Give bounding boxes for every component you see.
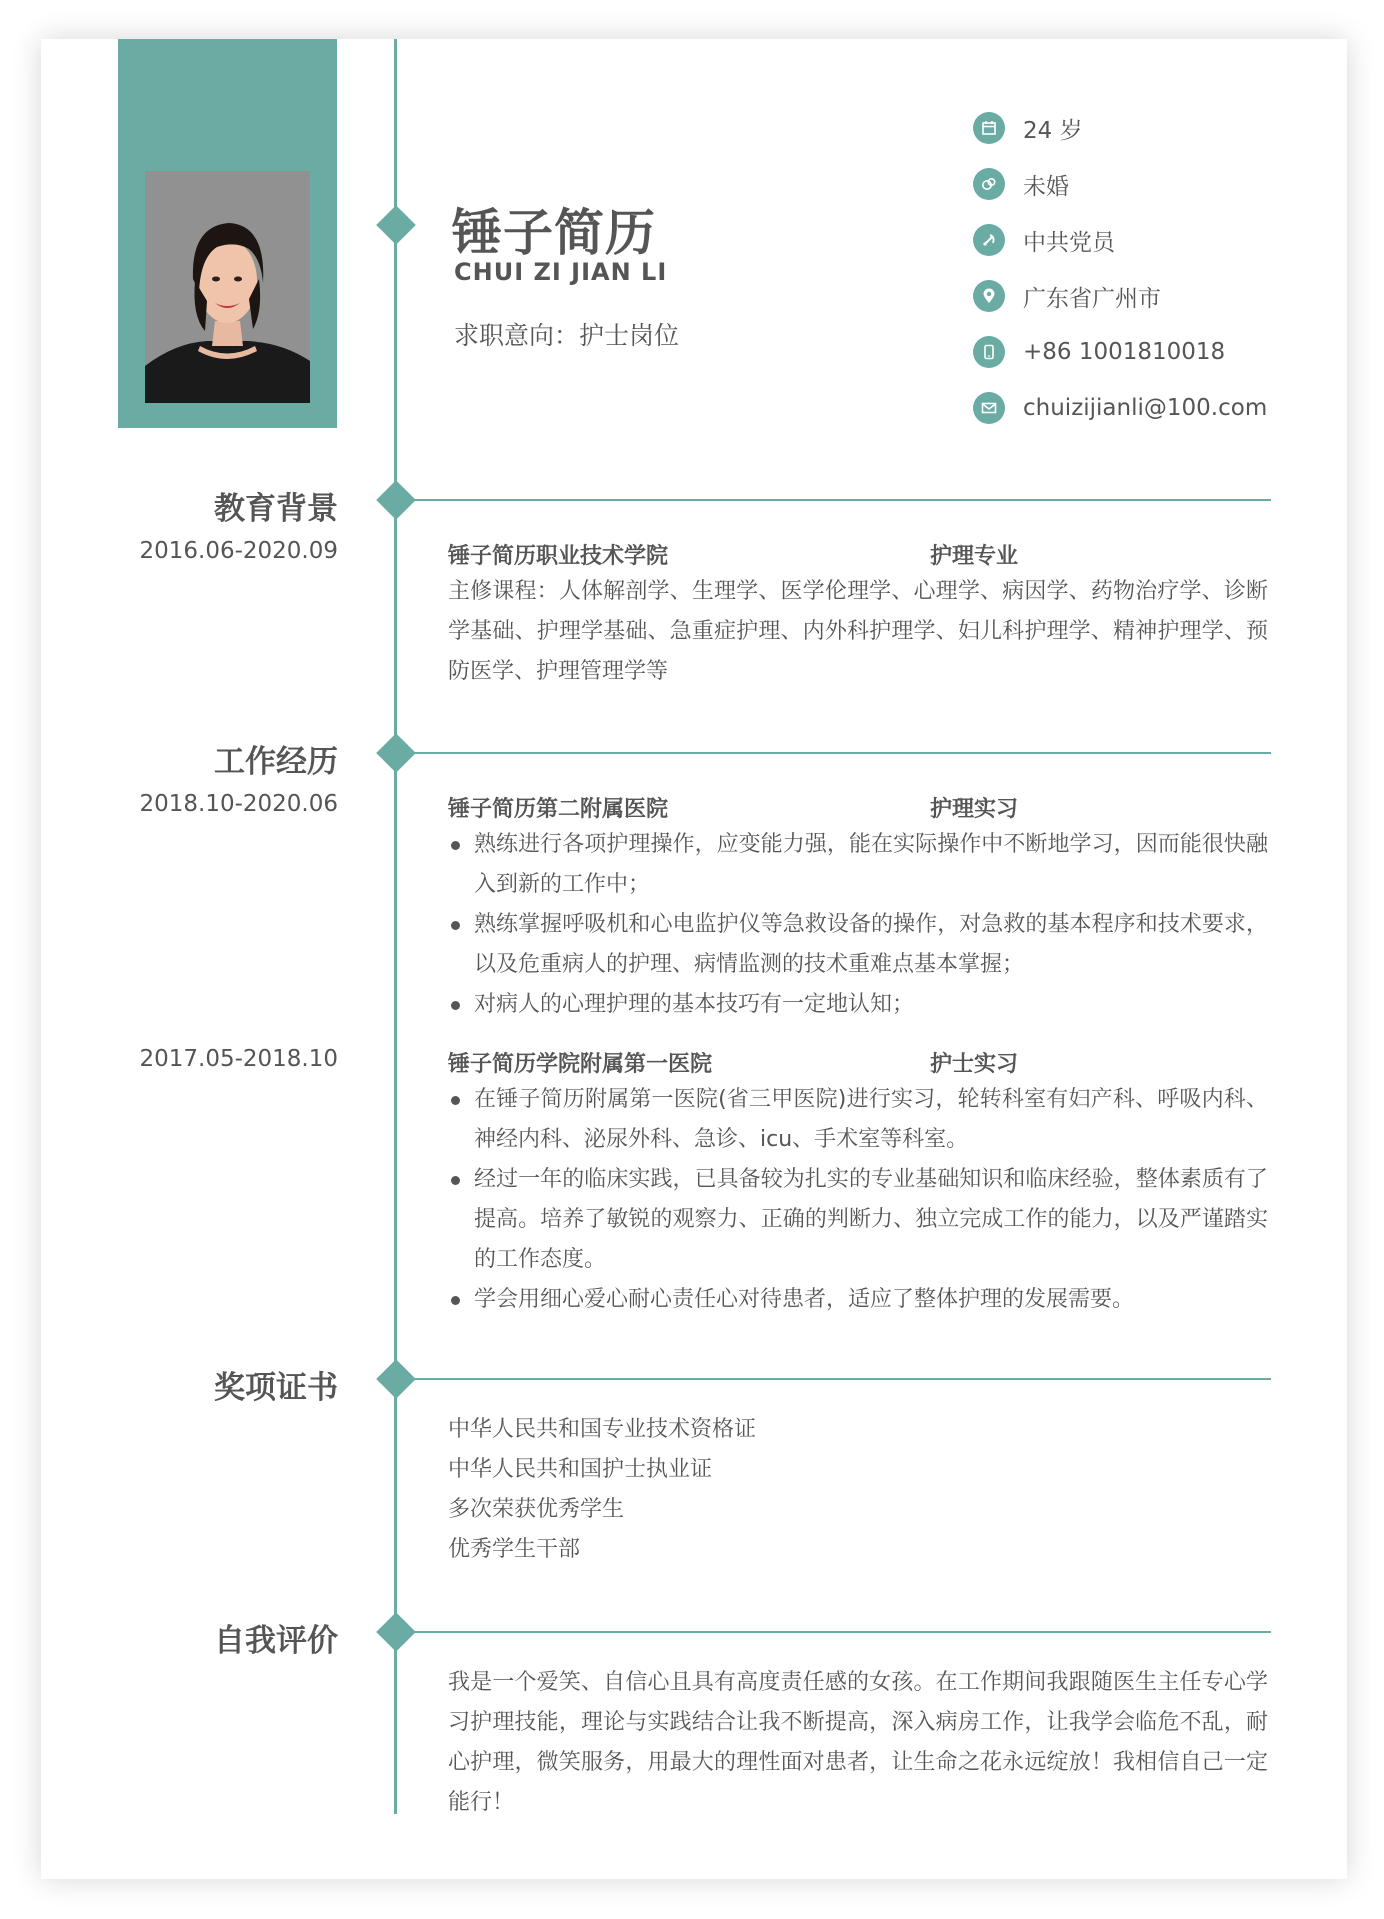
education-major: 护理专业 (930, 544, 1019, 569)
info-marital-text: 未婚 (1023, 173, 1069, 200)
list-item: 在锤子简历附属第一医院(省三甲医院)进行实习，轮转科室有妇产科、呼吸内科、神经内科、泌尿外科、急诊、icu、手术室等科室。 (448, 1080, 1268, 1160)
resume-title: 锤子简历 (452, 204, 656, 262)
calendar-icon (973, 112, 1005, 144)
email-icon (973, 392, 1005, 424)
location-pin-icon (973, 280, 1005, 312)
info-political-text: 中共党员 (1023, 229, 1115, 256)
phone-icon (973, 336, 1005, 368)
awards-title: 奖项证书 (214, 1370, 338, 1406)
job-1-bullets (448, 825, 1268, 1025)
job-1-date: 2018.10-2020.06 (139, 791, 338, 817)
education-school: 锤子简历职业技术学院 (448, 544, 669, 569)
info-political (973, 220, 1115, 260)
work-title: 工作经历 (214, 744, 338, 780)
self-eval-text: 我是一个爱笑、自信心且具有高度责任感的女孩。在工作期间我跟随医生主任专心学习护理技能，理论与实践结合让我不断提高，深入病房工作，让我学会临危不乱，耐心护理，微笑服务，用最大的理性面对患者，让生命之花永远绽放！我相信自己一定能行！ (448, 1670, 1268, 1815)
job-2-date: 2017.05-2018.10 (139, 1046, 338, 1072)
timeline-line (394, 39, 397, 1814)
resume-pinyin: CHUI ZI JIAN LI (454, 258, 668, 286)
info-phone-text: +86 1001810018 (1023, 339, 1226, 365)
education-courses: 主修课程：人体解剖学、生理学、医学伦理学、心理学、病因学、药物治疗学、诊断学基础、护理学基础、急重症护理、内外科护理学、妇儿科护理学、精神护理学、预防医学、护理管理学等 (448, 579, 1268, 684)
info-phone (973, 332, 1225, 372)
profile-photo (145, 171, 310, 403)
list-item: 熟练掌握呼吸机和心电监护仪等急救设备的操作，对急救的基本程序和技术要求，以及危重病人的护理、病情监测的技术重难点基本掌握； (448, 905, 1268, 985)
award-item: 中华人民共和国专业技术资格证 (448, 1417, 757, 1442)
self-eval-divider (396, 1631, 1271, 1633)
info-location-text: 广东省广州市 (1023, 285, 1161, 312)
award-item: 优秀学生干部 (448, 1537, 581, 1562)
info-email-text: chuizijianli@100.com (1023, 395, 1268, 421)
job-1-role: 护理实习 (930, 797, 1019, 822)
party-member-icon (973, 224, 1005, 256)
award-item: 中华人民共和国护士执业证 (448, 1457, 713, 1482)
job-1-org: 锤子简历第二附属医院 (448, 797, 669, 822)
list-item: 学会用细心爱心耐心责任心对待患者，适应了整体护理的发展需要。 (448, 1280, 1268, 1320)
awards-divider (396, 1378, 1271, 1380)
award-item: 多次荣获优秀学生 (448, 1497, 625, 1522)
marriage-icon (973, 168, 1005, 200)
self-eval-title: 自我评价 (214, 1623, 338, 1659)
info-marital (973, 164, 1069, 204)
job-2-role: 护士实习 (930, 1052, 1019, 1077)
education-date: 2016.06-2020.09 (139, 538, 338, 564)
job-intention: 求职意向：护士岗位 (454, 321, 680, 350)
list-item: 对病人的心理护理的基本技巧有一定地认知； (448, 985, 1268, 1025)
info-age-text: 24 岁 (1023, 117, 1083, 144)
job-2-bullets (448, 1080, 1268, 1320)
info-age (973, 108, 1083, 148)
education-divider (396, 499, 1271, 501)
work-divider (396, 752, 1271, 754)
list-item: 熟练进行各项护理操作，应变能力强，能在实际操作中不断地学习，因而能很快融入到新的工作中； (448, 825, 1268, 905)
list-item: 经过一年的临床实践，已具备较为扎实的专业基础知识和临床经验，整体素质有了提高。培养了敏锐的观察力、正确的判断力、独立完成工作的能力，以及严谨踏实的工作态度。 (448, 1160, 1268, 1280)
education-title: 教育背景 (214, 491, 338, 527)
info-location (973, 276, 1161, 316)
job-2-org: 锤子简历学院附属第一医院 (448, 1052, 713, 1077)
info-email (973, 388, 1267, 428)
awards-list (448, 1410, 756, 1570)
